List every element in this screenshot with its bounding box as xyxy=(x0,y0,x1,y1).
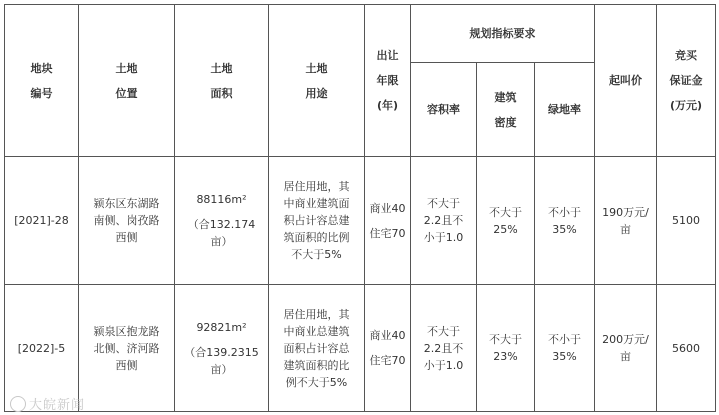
cell-density: 不大于 23% xyxy=(477,285,535,412)
cell-green: 不小于 35% xyxy=(535,285,595,412)
header-deposit: 竞买 保证金 (万元) xyxy=(657,5,716,157)
cell-deposit: 5600 xyxy=(657,285,716,412)
header-density: 建筑 密度 xyxy=(477,63,535,157)
header-start-price: 起叫价 xyxy=(595,5,657,157)
cell-far: 不大于 2.2且不 小于1.0 xyxy=(411,285,477,412)
cell-plot-no: [2022]-5 xyxy=(5,285,79,412)
table-row xyxy=(5,285,716,412)
cell-start-price: 190万元/ 亩 xyxy=(595,157,657,285)
cell-location: 颍东区东湖路 南侧、岗孜路 西侧 xyxy=(79,157,175,285)
watermark xyxy=(10,394,85,413)
header-term: 出让 年限 (年) xyxy=(365,5,411,157)
header-plot-no: 地块 编号 xyxy=(5,5,79,157)
cell-green: 不小于 35% xyxy=(535,157,595,285)
cell-use: 居住用地，其 中商业总建筑 面积占计容总 建筑面积的比 例不大于5% xyxy=(269,285,365,412)
cell-deposit: 5100 xyxy=(657,157,716,285)
cell-term: 商业40 住宅70 xyxy=(365,157,411,285)
cell-area: 88116m² （合132.174 亩） xyxy=(175,157,269,285)
header-use: 土地 用途 xyxy=(269,5,365,157)
cell-start-price: 200万元/ 亩 xyxy=(595,285,657,412)
cell-area: 92821m² （合139.2315 亩） xyxy=(175,285,269,412)
header-green: 绿地率 xyxy=(535,63,595,157)
header-far: 容积率 xyxy=(411,63,477,157)
cell-density: 不大于 25% xyxy=(477,157,535,285)
cell-use: 居住用地，其 中商业建筑面 积占计容总建 筑面积的比例 不大于5% xyxy=(269,157,365,285)
watermark-logo-icon xyxy=(10,396,26,412)
header-row-top xyxy=(5,5,716,63)
watermark-text: 大皖新闻 xyxy=(29,398,86,413)
header-area: 土地 面积 xyxy=(175,5,269,157)
land-auction-table xyxy=(4,4,716,412)
cell-plot-no: [2021]-28 xyxy=(5,157,79,285)
cell-term: 商业40 住宅70 xyxy=(365,285,411,412)
header-location: 土地 位置 xyxy=(79,5,175,157)
header-indicators: 规划指标要求 xyxy=(411,5,595,63)
cell-location: 颍泉区抱龙路 北侧、济河路 西侧 xyxy=(79,285,175,412)
table-row xyxy=(5,157,716,285)
cell-far: 不大于 2.2且不 小于1.0 xyxy=(411,157,477,285)
